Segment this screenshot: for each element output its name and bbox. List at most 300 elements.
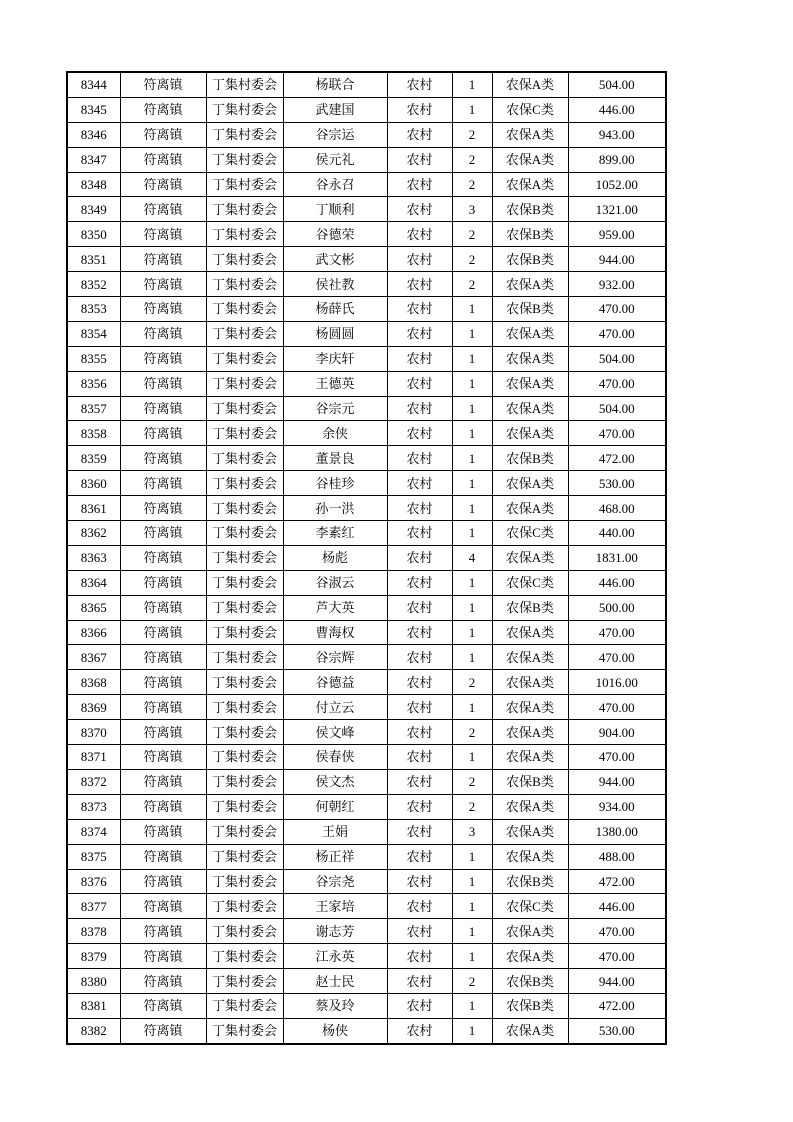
cell-household-type: 农村	[387, 197, 452, 222]
cell-amount: 472.00	[568, 869, 666, 894]
cell-amount: 446.00	[568, 97, 666, 122]
cell-person-name: 谷德荣	[283, 222, 387, 247]
cell-person-name: 何朝红	[283, 794, 387, 819]
table-row	[67, 620, 666, 645]
cell-person-count: 2	[452, 147, 492, 172]
cell-serial-number: 8379	[67, 944, 120, 969]
cell-household-type: 农村	[387, 769, 452, 794]
cell-village-committee: 丁集村委会	[206, 595, 283, 620]
cell-person-name: 谷宗辉	[283, 645, 387, 670]
cell-town: 符离镇	[120, 147, 206, 172]
cell-person-name: 武建国	[283, 97, 387, 122]
cell-household-type: 农村	[387, 321, 452, 346]
cell-village-committee: 丁集村委会	[206, 471, 283, 496]
cell-town: 符离镇	[120, 545, 206, 570]
cell-amount: 470.00	[568, 944, 666, 969]
table-row	[67, 570, 666, 595]
cell-serial-number: 8377	[67, 894, 120, 919]
cell-insurance-category: 农保A类	[492, 496, 568, 521]
table-row	[67, 695, 666, 720]
cell-town: 符离镇	[120, 570, 206, 595]
cell-insurance-category: 农保A类	[492, 545, 568, 570]
cell-person-name: 侯社教	[283, 272, 387, 297]
cell-person-name: 谷宗尧	[283, 869, 387, 894]
cell-insurance-category: 农保B类	[492, 247, 568, 272]
cell-town: 符离镇	[120, 869, 206, 894]
cell-serial-number: 8349	[67, 197, 120, 222]
cell-town: 符离镇	[120, 645, 206, 670]
cell-household-type: 农村	[387, 297, 452, 322]
cell-person-count: 2	[452, 720, 492, 745]
cell-person-name: 付立云	[283, 695, 387, 720]
cell-town: 符离镇	[120, 993, 206, 1018]
cell-person-name: 侯文峰	[283, 720, 387, 745]
cell-village-committee: 丁集村委会	[206, 969, 283, 994]
cell-amount: 530.00	[568, 1018, 666, 1043]
cell-village-committee: 丁集村委会	[206, 147, 283, 172]
cell-town: 符离镇	[120, 894, 206, 919]
cell-household-type: 农村	[387, 97, 452, 122]
table-row	[67, 769, 666, 794]
cell-household-type: 农村	[387, 819, 452, 844]
cell-household-type: 农村	[387, 545, 452, 570]
table-row	[67, 844, 666, 869]
cell-person-count: 2	[452, 794, 492, 819]
cell-town: 符离镇	[120, 446, 206, 471]
cell-town: 符离镇	[120, 969, 206, 994]
cell-serial-number: 8370	[67, 720, 120, 745]
cell-insurance-category: 农保A类	[492, 645, 568, 670]
cell-amount: 944.00	[568, 769, 666, 794]
cell-village-committee: 丁集村委会	[206, 172, 283, 197]
cell-amount: 470.00	[568, 421, 666, 446]
cell-household-type: 农村	[387, 620, 452, 645]
table-row	[67, 720, 666, 745]
cell-amount: 1321.00	[568, 197, 666, 222]
cell-insurance-category: 农保B类	[492, 969, 568, 994]
cell-household-type: 农村	[387, 471, 452, 496]
cell-village-committee: 丁集村委会	[206, 97, 283, 122]
cell-insurance-category: 农保B类	[492, 993, 568, 1018]
cell-person-name: 李庆轩	[283, 346, 387, 371]
cell-person-name: 江永英	[283, 944, 387, 969]
cell-town: 符离镇	[120, 819, 206, 844]
cell-person-count: 2	[452, 670, 492, 695]
cell-household-type: 农村	[387, 496, 452, 521]
cell-insurance-category: 农保A类	[492, 72, 568, 97]
cell-town: 符离镇	[120, 944, 206, 969]
cell-amount: 944.00	[568, 247, 666, 272]
cell-insurance-category: 农保A类	[492, 919, 568, 944]
table-row	[67, 521, 666, 546]
cell-town: 符离镇	[120, 620, 206, 645]
table-row	[67, 670, 666, 695]
table-row	[67, 944, 666, 969]
cell-village-committee: 丁集村委会	[206, 421, 283, 446]
cell-village-committee: 丁集村委会	[206, 247, 283, 272]
cell-insurance-category: 农保A类	[492, 122, 568, 147]
cell-serial-number: 8348	[67, 172, 120, 197]
cell-insurance-category: 农保A类	[492, 720, 568, 745]
cell-person-count: 2	[452, 272, 492, 297]
cell-amount: 440.00	[568, 521, 666, 546]
cell-amount: 488.00	[568, 844, 666, 869]
cell-amount: 904.00	[568, 720, 666, 745]
cell-town: 符离镇	[120, 247, 206, 272]
cell-household-type: 农村	[387, 247, 452, 272]
table-row	[67, 869, 666, 894]
table-row	[67, 222, 666, 247]
cell-village-committee: 丁集村委会	[206, 446, 283, 471]
cell-village-committee: 丁集村委会	[206, 346, 283, 371]
cell-insurance-category: 农保B类	[492, 769, 568, 794]
cell-town: 符离镇	[120, 72, 206, 97]
cell-village-committee: 丁集村委会	[206, 396, 283, 421]
cell-person-count: 1	[452, 97, 492, 122]
cell-person-count: 1	[452, 645, 492, 670]
cell-amount: 470.00	[568, 745, 666, 770]
cell-household-type: 农村	[387, 446, 452, 471]
cell-amount: 1380.00	[568, 819, 666, 844]
cell-person-name: 曹海权	[283, 620, 387, 645]
cell-household-type: 农村	[387, 720, 452, 745]
cell-town: 符离镇	[120, 222, 206, 247]
cell-amount: 530.00	[568, 471, 666, 496]
cell-person-count: 2	[452, 769, 492, 794]
cell-person-count: 3	[452, 197, 492, 222]
table-row	[67, 595, 666, 620]
cell-person-name: 王德英	[283, 371, 387, 396]
cell-insurance-category: 农保A类	[492, 1018, 568, 1043]
cell-town: 符离镇	[120, 172, 206, 197]
cell-town: 符离镇	[120, 794, 206, 819]
cell-household-type: 农村	[387, 645, 452, 670]
cell-person-count: 2	[452, 172, 492, 197]
table-row	[67, 297, 666, 322]
cell-village-committee: 丁集村委会	[206, 894, 283, 919]
cell-person-count: 1	[452, 346, 492, 371]
cell-village-committee: 丁集村委会	[206, 321, 283, 346]
cell-person-count: 1	[452, 72, 492, 97]
cell-insurance-category: 农保A类	[492, 745, 568, 770]
cell-serial-number: 8378	[67, 919, 120, 944]
cell-person-count: 1	[452, 446, 492, 471]
cell-village-committee: 丁集村委会	[206, 496, 283, 521]
cell-amount: 944.00	[568, 969, 666, 994]
cell-person-count: 1	[452, 496, 492, 521]
cell-amount: 470.00	[568, 297, 666, 322]
table-row	[67, 371, 666, 396]
cell-household-type: 农村	[387, 919, 452, 944]
cell-village-committee: 丁集村委会	[206, 1018, 283, 1043]
cell-household-type: 农村	[387, 1018, 452, 1043]
cell-insurance-category: 农保A类	[492, 844, 568, 869]
cell-person-count: 1	[452, 695, 492, 720]
cell-town: 符离镇	[120, 745, 206, 770]
cell-household-type: 农村	[387, 172, 452, 197]
cell-amount: 934.00	[568, 794, 666, 819]
cell-amount: 472.00	[568, 993, 666, 1018]
cell-household-type: 农村	[387, 595, 452, 620]
cell-town: 符离镇	[120, 321, 206, 346]
cell-serial-number: 8354	[67, 321, 120, 346]
cell-village-committee: 丁集村委会	[206, 371, 283, 396]
cell-village-committee: 丁集村委会	[206, 297, 283, 322]
cell-household-type: 农村	[387, 421, 452, 446]
cell-person-count: 1	[452, 396, 492, 421]
table-row	[67, 122, 666, 147]
cell-town: 符离镇	[120, 695, 206, 720]
cell-insurance-category: 农保A类	[492, 794, 568, 819]
cell-person-name: 谷淑云	[283, 570, 387, 595]
cell-insurance-category: 农保B类	[492, 222, 568, 247]
cell-amount: 446.00	[568, 894, 666, 919]
table-row	[67, 969, 666, 994]
table-row	[67, 247, 666, 272]
cell-serial-number: 8358	[67, 421, 120, 446]
cell-household-type: 农村	[387, 72, 452, 97]
cell-town: 符离镇	[120, 844, 206, 869]
cell-insurance-category: 农保A类	[492, 620, 568, 645]
cell-person-name: 孙一洪	[283, 496, 387, 521]
cell-person-name: 谷宗运	[283, 122, 387, 147]
cell-person-count: 2	[452, 247, 492, 272]
cell-person-name: 王家培	[283, 894, 387, 919]
cell-serial-number: 8355	[67, 346, 120, 371]
cell-town: 符离镇	[120, 471, 206, 496]
cell-household-type: 农村	[387, 745, 452, 770]
cell-person-name: 谢志芳	[283, 919, 387, 944]
cell-household-type: 农村	[387, 993, 452, 1018]
cell-household-type: 农村	[387, 670, 452, 695]
cell-village-committee: 丁集村委会	[206, 521, 283, 546]
cell-insurance-category: 农保A类	[492, 346, 568, 371]
cell-serial-number: 8380	[67, 969, 120, 994]
cell-serial-number: 8350	[67, 222, 120, 247]
cell-town: 符离镇	[120, 272, 206, 297]
cell-serial-number: 8367	[67, 645, 120, 670]
cell-serial-number: 8353	[67, 297, 120, 322]
cell-serial-number: 8374	[67, 819, 120, 844]
cell-person-name: 谷宗元	[283, 396, 387, 421]
cell-town: 符离镇	[120, 197, 206, 222]
cell-amount: 932.00	[568, 272, 666, 297]
cell-person-count: 1	[452, 944, 492, 969]
table-row	[67, 421, 666, 446]
cell-town: 符离镇	[120, 1018, 206, 1043]
cell-amount: 470.00	[568, 620, 666, 645]
cell-serial-number: 8356	[67, 371, 120, 396]
cell-person-count: 1	[452, 471, 492, 496]
cell-serial-number: 8376	[67, 869, 120, 894]
table-row	[67, 471, 666, 496]
cell-person-name: 谷德益	[283, 670, 387, 695]
cell-serial-number: 8361	[67, 496, 120, 521]
cell-village-committee: 丁集村委会	[206, 720, 283, 745]
cell-village-committee: 丁集村委会	[206, 72, 283, 97]
cell-serial-number: 8373	[67, 794, 120, 819]
cell-insurance-category: 农保C类	[492, 97, 568, 122]
cell-household-type: 农村	[387, 869, 452, 894]
cell-serial-number: 8382	[67, 1018, 120, 1043]
cell-amount: 1831.00	[568, 545, 666, 570]
cell-person-name: 杨圆圆	[283, 321, 387, 346]
benefits-table	[66, 71, 667, 1045]
cell-person-name: 余侠	[283, 421, 387, 446]
cell-town: 符离镇	[120, 97, 206, 122]
cell-serial-number: 8357	[67, 396, 120, 421]
cell-town: 符离镇	[120, 670, 206, 695]
cell-insurance-category: 农保A类	[492, 670, 568, 695]
cell-insurance-category: 农保A类	[492, 695, 568, 720]
cell-village-committee: 丁集村委会	[206, 222, 283, 247]
cell-serial-number: 8364	[67, 570, 120, 595]
cell-town: 符离镇	[120, 371, 206, 396]
cell-amount: 470.00	[568, 919, 666, 944]
cell-insurance-category: 农保B类	[492, 197, 568, 222]
table-row	[67, 172, 666, 197]
cell-household-type: 农村	[387, 844, 452, 869]
cell-insurance-category: 农保A类	[492, 321, 568, 346]
cell-amount: 470.00	[568, 645, 666, 670]
cell-village-committee: 丁集村委会	[206, 993, 283, 1018]
cell-insurance-category: 农保A类	[492, 819, 568, 844]
cell-person-count: 1	[452, 297, 492, 322]
cell-village-committee: 丁集村委会	[206, 670, 283, 695]
cell-person-name: 赵士民	[283, 969, 387, 994]
cell-amount: 446.00	[568, 570, 666, 595]
table-row	[67, 147, 666, 172]
table-row	[67, 1018, 666, 1043]
table-row	[67, 745, 666, 770]
cell-town: 符离镇	[120, 396, 206, 421]
table-body	[67, 72, 666, 1044]
cell-household-type: 农村	[387, 222, 452, 247]
cell-amount: 899.00	[568, 147, 666, 172]
table-row	[67, 794, 666, 819]
cell-person-name: 丁顺利	[283, 197, 387, 222]
table-row	[67, 545, 666, 570]
cell-village-committee: 丁集村委会	[206, 197, 283, 222]
cell-insurance-category: 农保B类	[492, 446, 568, 471]
cell-person-count: 1	[452, 595, 492, 620]
cell-person-name: 侯文杰	[283, 769, 387, 794]
cell-serial-number: 8345	[67, 97, 120, 122]
cell-town: 符离镇	[120, 122, 206, 147]
cell-household-type: 农村	[387, 570, 452, 595]
cell-village-committee: 丁集村委会	[206, 944, 283, 969]
cell-village-committee: 丁集村委会	[206, 695, 283, 720]
table-row	[67, 97, 666, 122]
cell-person-name: 董景良	[283, 446, 387, 471]
cell-serial-number: 8369	[67, 695, 120, 720]
cell-serial-number: 8366	[67, 620, 120, 645]
table-row	[67, 645, 666, 670]
cell-serial-number: 8368	[67, 670, 120, 695]
cell-person-count: 2	[452, 969, 492, 994]
cell-person-count: 4	[452, 545, 492, 570]
cell-village-committee: 丁集村委会	[206, 645, 283, 670]
table-row	[67, 819, 666, 844]
cell-amount: 504.00	[568, 396, 666, 421]
cell-amount: 470.00	[568, 321, 666, 346]
cell-serial-number: 8360	[67, 471, 120, 496]
cell-town: 符离镇	[120, 720, 206, 745]
cell-person-count: 1	[452, 894, 492, 919]
cell-village-committee: 丁集村委会	[206, 819, 283, 844]
table-row	[67, 272, 666, 297]
cell-serial-number: 8347	[67, 147, 120, 172]
cell-person-count: 1	[452, 371, 492, 396]
cell-amount: 504.00	[568, 346, 666, 371]
cell-village-committee: 丁集村委会	[206, 794, 283, 819]
cell-village-committee: 丁集村委会	[206, 919, 283, 944]
cell-person-count: 2	[452, 122, 492, 147]
cell-household-type: 农村	[387, 944, 452, 969]
cell-town: 符离镇	[120, 521, 206, 546]
cell-person-name: 谷桂珍	[283, 471, 387, 496]
cell-insurance-category: 农保B类	[492, 297, 568, 322]
cell-person-name: 杨彪	[283, 545, 387, 570]
cell-person-count: 1	[452, 570, 492, 595]
cell-household-type: 农村	[387, 371, 452, 396]
cell-amount: 959.00	[568, 222, 666, 247]
cell-serial-number: 8359	[67, 446, 120, 471]
cell-household-type: 农村	[387, 272, 452, 297]
cell-insurance-category: 农保A类	[492, 944, 568, 969]
cell-amount: 500.00	[568, 595, 666, 620]
cell-person-name: 王娟	[283, 819, 387, 844]
cell-serial-number: 8375	[67, 844, 120, 869]
cell-household-type: 农村	[387, 147, 452, 172]
cell-insurance-category: 农保A类	[492, 471, 568, 496]
cell-person-count: 2	[452, 222, 492, 247]
cell-insurance-category: 农保C类	[492, 570, 568, 595]
cell-insurance-category: 农保B类	[492, 595, 568, 620]
cell-person-name: 蔡及玲	[283, 993, 387, 1018]
cell-town: 符离镇	[120, 919, 206, 944]
table-row	[67, 321, 666, 346]
cell-serial-number: 8381	[67, 993, 120, 1018]
cell-town: 符离镇	[120, 346, 206, 371]
table-row	[67, 446, 666, 471]
cell-insurance-category: 农保A类	[492, 272, 568, 297]
cell-amount: 470.00	[568, 371, 666, 396]
cell-person-count: 1	[452, 620, 492, 645]
table-row	[67, 197, 666, 222]
cell-person-count: 1	[452, 844, 492, 869]
cell-person-count: 1	[452, 869, 492, 894]
cell-person-name: 杨联合	[283, 72, 387, 97]
cell-amount: 943.00	[568, 122, 666, 147]
cell-serial-number: 8365	[67, 595, 120, 620]
cell-serial-number: 8372	[67, 769, 120, 794]
cell-village-committee: 丁集村委会	[206, 122, 283, 147]
cell-town: 符离镇	[120, 297, 206, 322]
cell-amount: 468.00	[568, 496, 666, 521]
cell-household-type: 农村	[387, 346, 452, 371]
cell-village-committee: 丁集村委会	[206, 570, 283, 595]
table-row	[67, 894, 666, 919]
cell-amount: 504.00	[568, 72, 666, 97]
cell-serial-number: 8344	[67, 72, 120, 97]
cell-village-committee: 丁集村委会	[206, 869, 283, 894]
cell-household-type: 农村	[387, 122, 452, 147]
cell-person-count: 1	[452, 521, 492, 546]
cell-amount: 472.00	[568, 446, 666, 471]
cell-serial-number: 8346	[67, 122, 120, 147]
cell-insurance-category: 农保A类	[492, 421, 568, 446]
